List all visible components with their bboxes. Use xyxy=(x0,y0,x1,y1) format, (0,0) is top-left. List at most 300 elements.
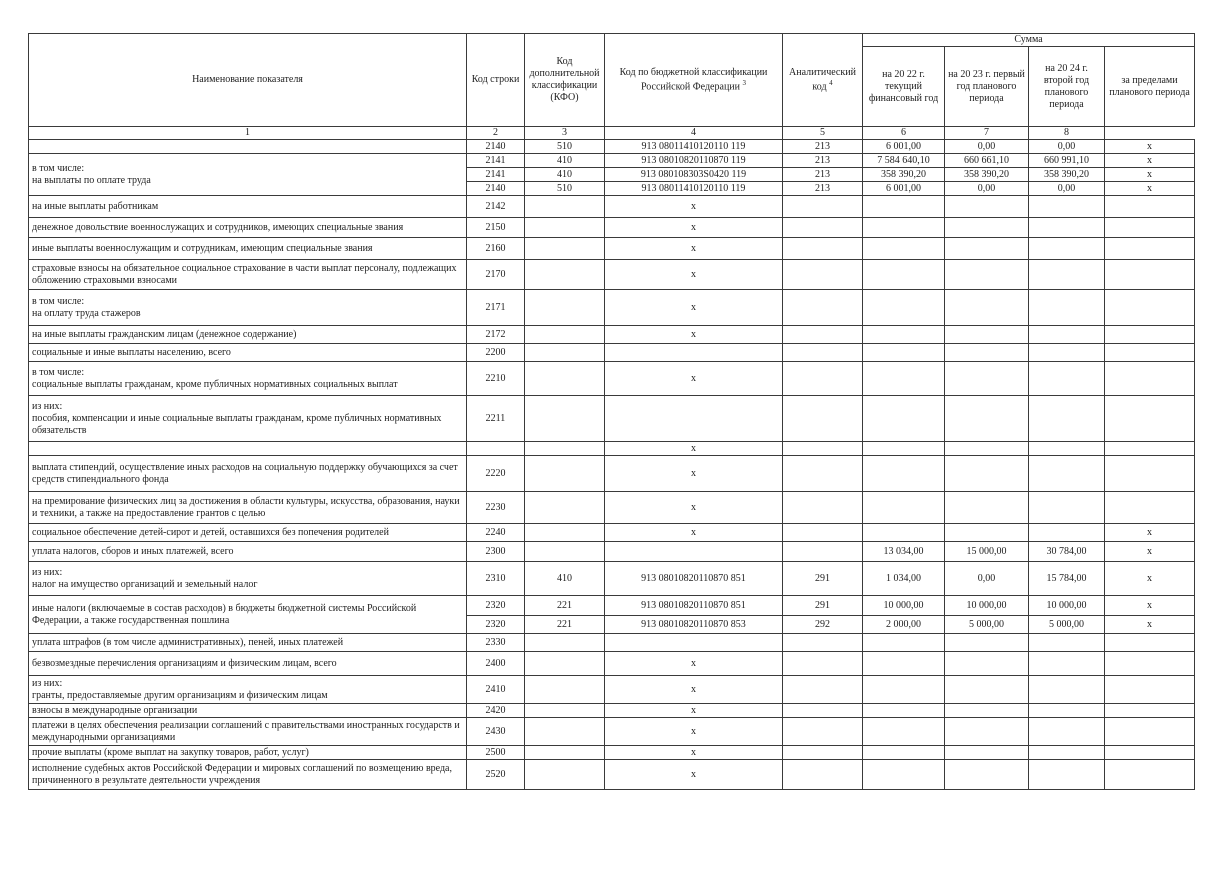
kfo-code: 410 xyxy=(525,154,605,168)
amount-year-3 xyxy=(1029,704,1105,718)
amount-beyond xyxy=(1105,442,1195,456)
table-row xyxy=(29,562,1195,596)
table-row xyxy=(29,718,1195,746)
column-index-cell: 4 xyxy=(605,127,783,140)
col-header-year-1: на 20 22 г. текущий финансовый год xyxy=(863,47,945,127)
analytic-code xyxy=(783,634,863,652)
amount-year-1 xyxy=(863,676,945,704)
amount-year-2: 0,00 xyxy=(945,562,1029,596)
indicator-name-text: платежи в целях обеспечения реализации соглашений с правительствами иностранных государств и международными организациями xyxy=(32,719,460,743)
amount-year-3 xyxy=(1029,524,1105,542)
amount-year-1 xyxy=(863,746,945,760)
table-row xyxy=(29,260,1195,290)
kfo-code xyxy=(525,362,605,396)
bk-code: 913 08010820110870 119 xyxy=(605,154,783,168)
row-code: 2150 xyxy=(467,218,525,238)
bk-code: 913 080108303S0420 119 xyxy=(605,168,783,182)
amount-year-2 xyxy=(945,760,1029,790)
table-row xyxy=(29,542,1195,562)
amount-year-3 xyxy=(1029,362,1105,396)
bk-code: x xyxy=(605,524,783,542)
column-index-cell: 5 xyxy=(783,127,863,140)
amount-year-1 xyxy=(863,196,945,218)
amount-beyond xyxy=(1105,676,1195,704)
indicator-name-text: взносы в международные организации xyxy=(32,704,198,716)
amount-beyond xyxy=(1105,396,1195,442)
amount-year-1 xyxy=(863,704,945,718)
indicator-name-text: прочие выплаты (кроме выплат на закупку товаров, работ, услуг) xyxy=(32,746,309,758)
amount-year-2: 358 390,20 xyxy=(945,168,1029,182)
amount-year-3 xyxy=(1029,326,1105,344)
amount-year-2 xyxy=(945,218,1029,238)
amount-year-3 xyxy=(1029,746,1105,760)
indicator-name-text: выплата стипендий, осуществление иных расходов на социальную поддержку обучающихся за счет средств стипендиального фонда xyxy=(32,461,458,485)
amount-beyond: x xyxy=(1105,596,1195,616)
bk-code: x xyxy=(605,704,783,718)
analytic-code xyxy=(783,290,863,326)
amount-beyond xyxy=(1105,704,1195,718)
kfo-code xyxy=(525,344,605,362)
amount-beyond xyxy=(1105,344,1195,362)
row-code: 2160 xyxy=(467,238,525,260)
amount-year-3 xyxy=(1029,760,1105,790)
analytic-code: 213 xyxy=(783,140,863,154)
indicator-name xyxy=(29,524,467,542)
analytic-code xyxy=(783,652,863,676)
indicator-name xyxy=(29,746,467,760)
indicator-name-text: на премирование физических лиц за достижения в области культуры, искусства, образования, науки и техники, а также на предоставление грантов с целью xyxy=(32,495,460,519)
table-row xyxy=(29,596,1195,616)
kfo-code xyxy=(525,442,605,456)
amount-year-1 xyxy=(863,456,945,492)
indicator-name xyxy=(29,442,467,456)
kfo-code xyxy=(525,238,605,260)
indicator-name-text: социальное обеспечение детей-сирот и детей, оставшихся без попечения родителей xyxy=(32,526,389,538)
amount-year-2 xyxy=(945,456,1029,492)
table-row xyxy=(29,704,1195,718)
analytic-code xyxy=(783,196,863,218)
row-code: 2500 xyxy=(467,746,525,760)
kfo-code: 510 xyxy=(525,182,605,196)
amount-beyond xyxy=(1105,218,1195,238)
amount-beyond xyxy=(1105,760,1195,790)
indicator-name xyxy=(29,676,467,704)
amount-year-3: 660 991,10 xyxy=(1029,154,1105,168)
row-code: 2400 xyxy=(467,652,525,676)
amount-year-3 xyxy=(1029,396,1105,442)
amount-year-1: 6 001,00 xyxy=(863,182,945,196)
indicator-name-text: в том числе: на выплаты по оплате труда xyxy=(32,162,151,186)
amount-year-2 xyxy=(945,704,1029,718)
analytic-code xyxy=(783,746,863,760)
analytic-code xyxy=(783,492,863,524)
bk-code: x xyxy=(605,196,783,218)
amount-year-1 xyxy=(863,260,945,290)
amount-year-2 xyxy=(945,238,1029,260)
row-code: 2330 xyxy=(467,634,525,652)
row-code: 2320 xyxy=(467,596,525,616)
indicator-name xyxy=(29,344,467,362)
amount-year-1 xyxy=(863,396,945,442)
indicator-name-text: в том числе: социальные выплаты гражданам, кроме публичных нормативных социальных выплат xyxy=(32,366,398,390)
bk-code: x xyxy=(605,290,783,326)
indicator-name-text: уплата штрафов (в том числе административных), пеней, иных платежей xyxy=(32,636,344,648)
col-header-beyond: за пределами планового периода xyxy=(1105,47,1195,127)
indicator-name xyxy=(29,562,467,596)
kfo-code xyxy=(525,218,605,238)
amount-beyond xyxy=(1105,238,1195,260)
kfo-code xyxy=(525,396,605,442)
analytic-code xyxy=(783,326,863,344)
amount-year-2 xyxy=(945,196,1029,218)
amount-year-1 xyxy=(863,218,945,238)
amount-year-1 xyxy=(863,326,945,344)
indicator-name-text: на иные выплаты гражданским лицам (денежное содержание) xyxy=(32,328,297,340)
amount-beyond xyxy=(1105,196,1195,218)
analytic-code: 213 xyxy=(783,168,863,182)
analytic-code xyxy=(783,218,863,238)
amount-year-2 xyxy=(945,492,1029,524)
amount-year-2: 10 000,00 xyxy=(945,596,1029,616)
kfo-code xyxy=(525,760,605,790)
analytic-code xyxy=(783,542,863,562)
indicator-name xyxy=(29,542,467,562)
amount-beyond xyxy=(1105,456,1195,492)
kfo-code: 410 xyxy=(525,562,605,596)
kfo-code xyxy=(525,196,605,218)
amount-year-1 xyxy=(863,290,945,326)
table-row xyxy=(29,326,1195,344)
indicator-name-text: из них: налог на имущество организаций и земельный налог xyxy=(32,566,258,590)
amount-year-1 xyxy=(863,634,945,652)
bk-code: 913 08010820110870 853 xyxy=(605,616,783,634)
amount-year-1: 1 034,00 xyxy=(863,562,945,596)
indicator-name-text: денежное довольствие военнослужащих и сотрудников, имеющих специальные звания xyxy=(32,221,404,233)
amount-year-1 xyxy=(863,362,945,396)
column-index-row xyxy=(29,127,1195,140)
indicator-name-text: исполнение судебных актов Российской Федерации и мировых соглашений по возмещению вреда, причиненного в результате деятельности учреждения xyxy=(32,762,452,786)
indicator-name xyxy=(29,456,467,492)
amount-year-2 xyxy=(945,290,1029,326)
amount-year-1: 358 390,20 xyxy=(863,168,945,182)
row-code: 2171 xyxy=(467,290,525,326)
table-row xyxy=(29,676,1195,704)
analytic-code xyxy=(783,442,863,456)
indicator-name xyxy=(29,140,467,154)
amount-year-2 xyxy=(945,326,1029,344)
analytic-code: 213 xyxy=(783,182,863,196)
indicator-name xyxy=(29,652,467,676)
amount-year-2: 5 000,00 xyxy=(945,616,1029,634)
amount-beyond xyxy=(1105,260,1195,290)
bk-code xyxy=(605,634,783,652)
amount-year-3 xyxy=(1029,634,1105,652)
analytic-code xyxy=(783,456,863,492)
table-row xyxy=(29,760,1195,790)
indicator-name xyxy=(29,260,467,290)
amount-beyond: x xyxy=(1105,168,1195,182)
col-header-year-2: на 20 23 г. первый год планового периода xyxy=(945,47,1029,127)
indicator-name xyxy=(29,196,467,218)
table-row xyxy=(29,442,1195,456)
indicator-name-text: иные выплаты военнослужащим и сотрудникам, имеющим специальные звания xyxy=(32,242,373,254)
amount-year-3 xyxy=(1029,344,1105,362)
col-header-name: Наименование показателя xyxy=(29,34,467,127)
amount-year-1: 13 034,00 xyxy=(863,542,945,562)
row-code: 2410 xyxy=(467,676,525,704)
amount-year-2 xyxy=(945,344,1029,362)
amount-year-2 xyxy=(945,652,1029,676)
amount-beyond: x xyxy=(1105,140,1195,154)
amount-beyond: x xyxy=(1105,182,1195,196)
table-row xyxy=(29,634,1195,652)
bk-code: x xyxy=(605,718,783,746)
bk-code: x xyxy=(605,238,783,260)
budget-table xyxy=(28,33,1195,790)
amount-year-2: 660 661,10 xyxy=(945,154,1029,168)
kfo-code xyxy=(525,260,605,290)
amount-beyond xyxy=(1105,634,1195,652)
amount-year-3 xyxy=(1029,218,1105,238)
amount-year-2 xyxy=(945,676,1029,704)
amount-year-2 xyxy=(945,634,1029,652)
kfo-code: 221 xyxy=(525,616,605,634)
indicator-name xyxy=(29,760,467,790)
col-header-kfo: Код дополнительной классификации (КФО) xyxy=(525,34,605,127)
indicator-name xyxy=(29,154,467,196)
amount-beyond xyxy=(1105,326,1195,344)
row-code: 2140 xyxy=(467,140,525,154)
table-row xyxy=(29,652,1195,676)
column-index-cell: 3 xyxy=(525,127,605,140)
amount-year-3 xyxy=(1029,718,1105,746)
kfo-code: 410 xyxy=(525,168,605,182)
table-row xyxy=(29,154,1195,168)
indicator-name xyxy=(29,634,467,652)
table-row xyxy=(29,196,1195,218)
bk-code: x xyxy=(605,652,783,676)
bk-code xyxy=(605,344,783,362)
col-header-bk: Код по бюджетной классификации Российской Федерации $^3$ xyxy=(605,34,783,127)
row-code: 2211 xyxy=(467,396,525,442)
indicator-name xyxy=(29,704,467,718)
amount-year-1: 2 000,00 xyxy=(863,616,945,634)
kfo-code xyxy=(525,326,605,344)
amount-beyond xyxy=(1105,652,1195,676)
indicator-name-text: социальные и иные выплаты населению, всего xyxy=(32,346,231,358)
amount-year-3 xyxy=(1029,290,1105,326)
column-index-cell: 8 xyxy=(1029,127,1105,140)
indicator-name xyxy=(29,492,467,524)
indicator-name-text: в том числе: на оплату труда стажеров xyxy=(32,295,141,319)
amount-year-3: 358 390,20 xyxy=(1029,168,1105,182)
bk-code xyxy=(605,396,783,442)
column-index-cell: 2 xyxy=(467,127,525,140)
amount-beyond: x xyxy=(1105,524,1195,542)
kfo-code xyxy=(525,718,605,746)
analytic-code xyxy=(783,718,863,746)
indicator-name xyxy=(29,362,467,396)
analytic-code: 291 xyxy=(783,596,863,616)
amount-year-2 xyxy=(945,442,1029,456)
indicator-name xyxy=(29,396,467,442)
budget-sheet xyxy=(28,33,1195,790)
indicator-name-text: из них: гранты, предоставляемые другим организациям и физическим лицам xyxy=(32,677,328,701)
amount-year-3: 0,00 xyxy=(1029,182,1105,196)
table-row xyxy=(29,140,1195,154)
row-code: 2200 xyxy=(467,344,525,362)
col-header-row-code: Код строки xyxy=(467,34,525,127)
row-code: 2520 xyxy=(467,760,525,790)
amount-year-1: 7 584 640,10 xyxy=(863,154,945,168)
analytic-code xyxy=(783,260,863,290)
indicator-name xyxy=(29,290,467,326)
amount-year-1 xyxy=(863,760,945,790)
amount-year-1 xyxy=(863,652,945,676)
analytic-code xyxy=(783,676,863,704)
amount-year-3 xyxy=(1029,260,1105,290)
amount-year-2: 15 000,00 xyxy=(945,542,1029,562)
amount-year-1: 10 000,00 xyxy=(863,596,945,616)
amount-year-3 xyxy=(1029,442,1105,456)
analytic-code xyxy=(783,396,863,442)
table-row xyxy=(29,238,1195,260)
row-code: 2240 xyxy=(467,524,525,542)
amount-beyond xyxy=(1105,746,1195,760)
amount-beyond xyxy=(1105,718,1195,746)
amount-year-1 xyxy=(863,442,945,456)
kfo-code xyxy=(525,290,605,326)
amount-year-1 xyxy=(863,344,945,362)
row-code: 2420 xyxy=(467,704,525,718)
table-row xyxy=(29,524,1195,542)
indicator-name-text: уплата налогов, сборов и иных платежей, всего xyxy=(32,545,234,557)
indicator-name xyxy=(29,718,467,746)
indicator-name xyxy=(29,326,467,344)
amount-year-2 xyxy=(945,362,1029,396)
row-code: 2140 xyxy=(467,182,525,196)
bk-code: 913 08010820110870 851 xyxy=(605,596,783,616)
column-index-cell: 1 xyxy=(29,127,467,140)
table-row xyxy=(29,746,1195,760)
bk-code: x xyxy=(605,492,783,524)
analytic-code: 291 xyxy=(783,562,863,596)
col-header-year-3: на 20 24 г. второй год планового периода xyxy=(1029,47,1105,127)
amount-beyond: x xyxy=(1105,542,1195,562)
bk-code: x xyxy=(605,218,783,238)
amount-year-2: 0,00 xyxy=(945,182,1029,196)
amount-year-3: 15 784,00 xyxy=(1029,562,1105,596)
table-row xyxy=(29,218,1195,238)
bk-code: x xyxy=(605,676,783,704)
kfo-code: 221 xyxy=(525,596,605,616)
amount-year-3 xyxy=(1029,456,1105,492)
kfo-code xyxy=(525,652,605,676)
amount-year-3: 0,00 xyxy=(1029,140,1105,154)
indicator-name-text: иные налоги (включаемые в состав расходов) в бюджеты бюджетной системы Российской Федерации, а также государственная пошлина xyxy=(32,602,417,626)
amount-beyond xyxy=(1105,492,1195,524)
amount-year-2 xyxy=(945,396,1029,442)
amount-year-3 xyxy=(1029,196,1105,218)
indicator-name-text: безвозмездные перечисления организациям и физическим лицам, всего xyxy=(32,657,337,669)
bk-code: x xyxy=(605,456,783,492)
kfo-code xyxy=(525,492,605,524)
amount-year-2 xyxy=(945,260,1029,290)
kfo-code: 510 xyxy=(525,140,605,154)
row-code: 2142 xyxy=(467,196,525,218)
amount-year-3: 5 000,00 xyxy=(1029,616,1105,634)
col-header-sum: Сумма xyxy=(863,34,1195,47)
indicator-name-text: из них: пособия, компенсации и иные социальные выплаты гражданам, кроме публичных нормативных обязательств xyxy=(32,400,442,436)
bk-code: 913 08011410120110 119 xyxy=(605,182,783,196)
row-code: 2320 xyxy=(467,616,525,634)
indicator-name xyxy=(29,596,467,634)
amount-year-2 xyxy=(945,718,1029,746)
bk-code: x xyxy=(605,326,783,344)
row-code: 2170 xyxy=(467,260,525,290)
amount-year-2 xyxy=(945,746,1029,760)
indicator-name xyxy=(29,238,467,260)
analytic-code xyxy=(783,524,863,542)
row-code: 2230 xyxy=(467,492,525,524)
column-index-cell: 6 xyxy=(863,127,945,140)
kfo-code xyxy=(525,524,605,542)
amount-year-3 xyxy=(1029,652,1105,676)
kfo-code xyxy=(525,634,605,652)
analytic-code: 213 xyxy=(783,154,863,168)
table-row xyxy=(29,396,1195,442)
analytic-code xyxy=(783,344,863,362)
amount-beyond xyxy=(1105,362,1195,396)
row-code: 2141 xyxy=(467,168,525,182)
bk-code: x xyxy=(605,760,783,790)
indicator-name-text: на иные выплаты работникам xyxy=(32,200,159,212)
table-row xyxy=(29,456,1195,492)
row-code: 2310 xyxy=(467,562,525,596)
amount-beyond: x xyxy=(1105,154,1195,168)
analytic-code xyxy=(783,704,863,718)
analytic-code: 292 xyxy=(783,616,863,634)
kfo-code xyxy=(525,542,605,562)
analytic-code xyxy=(783,238,863,260)
amount-year-3 xyxy=(1029,492,1105,524)
amount-beyond: x xyxy=(1105,562,1195,596)
table-row xyxy=(29,362,1195,396)
bk-code: 913 08011410120110 119 xyxy=(605,140,783,154)
row-code: 2141 xyxy=(467,154,525,168)
bk-code: 913 08010820110870 851 xyxy=(605,562,783,596)
table-row xyxy=(29,290,1195,326)
kfo-code xyxy=(525,676,605,704)
bk-code: x xyxy=(605,746,783,760)
indicator-name-text: страховые взносы на обязательное социальное страхование в части выплат персоналу, подлежащих обложению страховыми взносами xyxy=(32,262,457,286)
table-row xyxy=(29,492,1195,524)
analytic-code xyxy=(783,362,863,396)
amount-year-1: 6 001,00 xyxy=(863,140,945,154)
amount-year-2 xyxy=(945,524,1029,542)
amount-beyond: x xyxy=(1105,616,1195,634)
bk-code: x xyxy=(605,260,783,290)
amount-year-3 xyxy=(1029,676,1105,704)
column-index-cell: 7 xyxy=(945,127,1029,140)
amount-year-3: 10 000,00 xyxy=(1029,596,1105,616)
amount-year-1 xyxy=(863,718,945,746)
kfo-code xyxy=(525,746,605,760)
indicator-name xyxy=(29,218,467,238)
amount-year-1 xyxy=(863,238,945,260)
row-code: 2210 xyxy=(467,362,525,396)
amount-year-2: 0,00 xyxy=(945,140,1029,154)
